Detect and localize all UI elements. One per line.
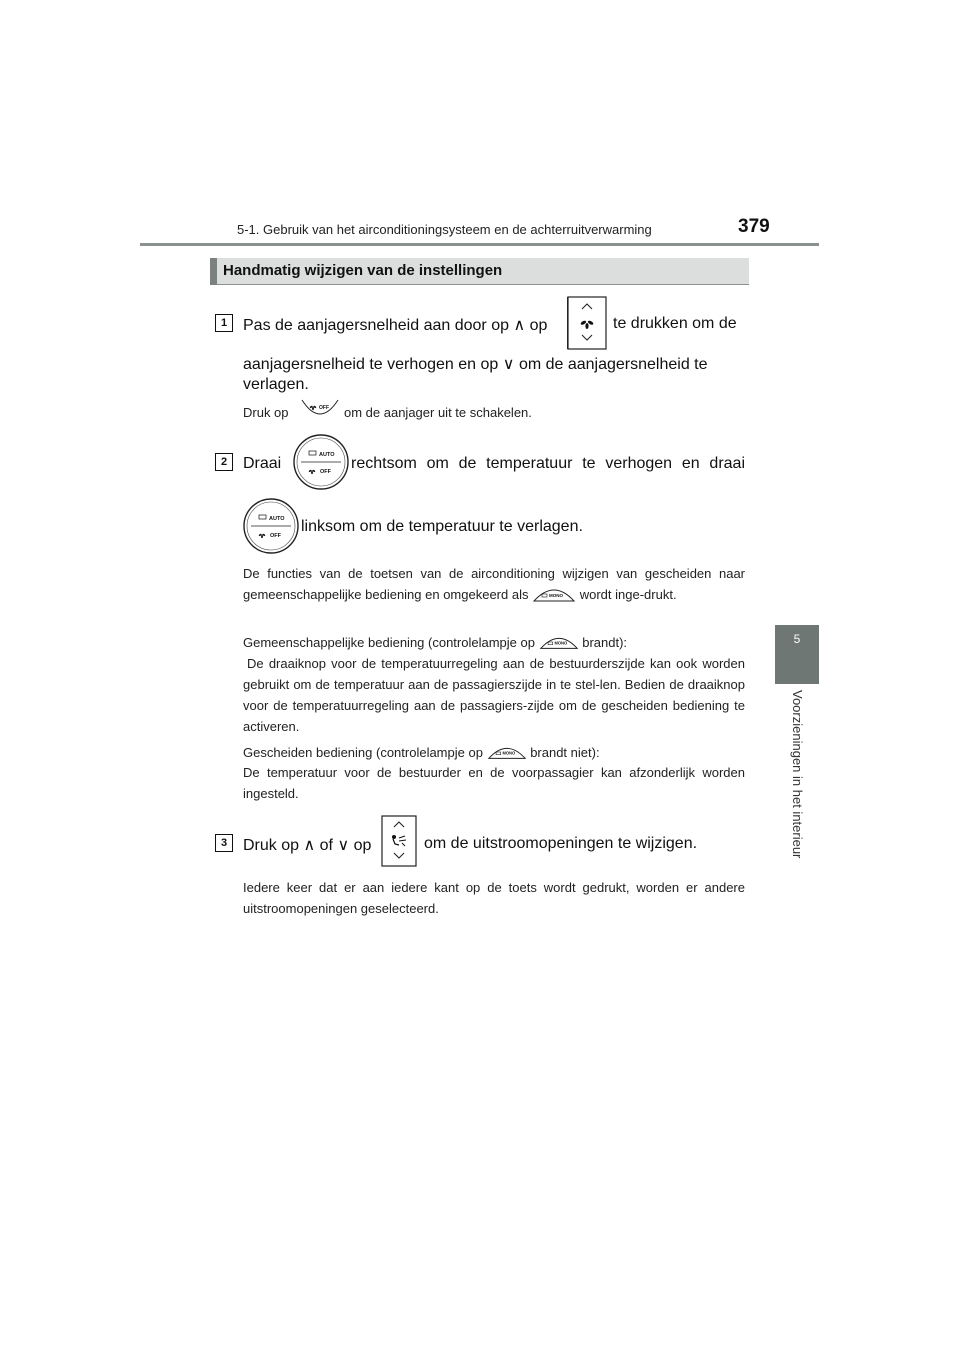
section-title: Handmatig wijzigen van de instellingen [223, 262, 503, 279]
step1-line2-a: aanjagersnelheid te verhogen en op [243, 356, 499, 373]
chapter-tab-number: 5 [793, 632, 801, 646]
step3-line1-b: of [319, 837, 333, 854]
step2-line2: linksom om de temperatuur te verlagen. [301, 518, 583, 535]
step1-line1-a: Pas de aanjagersnelheid aan door op [243, 317, 509, 334]
step1-line2-b: om de aanjagersnelheid te [518, 356, 708, 373]
step2-para2-b: brandt): [582, 635, 628, 650]
step3-line1 [243, 835, 371, 855]
auto-label-1: AUTO [319, 452, 335, 458]
step1-line1-b: op [529, 317, 548, 334]
chapter-heading: 5-1. Gebruik van het airconditioningsysteem en de achterruitverwarming [237, 222, 652, 237]
down-symbol: ∨ [502, 356, 515, 373]
chapter-tab [775, 625, 819, 684]
step-number-3: 3 [215, 834, 233, 852]
step3-line1-d: om de uitstroomopeningen te wijzigen. [424, 835, 698, 852]
fan-off-button-icon [300, 398, 340, 422]
chapter-tab-label: Voorzieningen in het interieur [790, 690, 805, 859]
step2-para2-heading [243, 633, 627, 651]
airflow-mode-button-icon [381, 815, 417, 867]
step3-line1-a: Druk op [243, 837, 300, 854]
mono-button-icon-3 [487, 743, 527, 761]
step2-para3-b: brandt niet): [530, 745, 600, 760]
off-label-3: OFF [270, 533, 281, 539]
step2-line1-a: Draai [243, 455, 282, 472]
step1-note-b: om de aanjager uit te schakelen. [344, 405, 532, 420]
up-symbol-2: ∧ [303, 837, 316, 854]
mono-label-3: MONO [502, 750, 515, 756]
up-symbol: ∧ [513, 317, 526, 334]
step3-line1-c: op [353, 837, 372, 854]
step1-note-a: Druk op [243, 405, 289, 420]
temperature-dial-icon-2 [243, 498, 299, 554]
page-number: 379 [738, 216, 770, 237]
step2-para2-a: Gemeenschappelijke bediening (controlelampje op [243, 635, 535, 650]
mono-label-1: MONO [549, 593, 564, 598]
off-label-1: OFF [319, 405, 329, 411]
mono-label-2: MONO [554, 640, 567, 646]
step2-para2-body: De draaiknop voor de temperatuurregeling aan de bestuurderszijde kan ook worden gebruikt om de temperatuur aan de passagierszijde in te stel-len. Bedien de draaiknop voor de temperatuurregeling aan de passagiers-zijde om de gescheiden bediening te activeren. [243, 656, 745, 734]
section-bar-accent [210, 258, 217, 285]
step2-para3-a: Gescheiden bediening (controlelampje op [243, 745, 483, 760]
step1-line1 [243, 315, 547, 335]
off-label-2: OFF [320, 469, 331, 475]
step3-note: Iedere keer dat er aan iedere kant op de toets wordt gedrukt, worden er andere uitstroomopeningen geselecteerd. [243, 880, 745, 916]
down-symbol-2: ∨ [337, 837, 350, 854]
mono-button-icon-2 [539, 633, 579, 651]
step2-line1-b: rechtsom om de temperatuur te verhogen en draai [351, 455, 745, 472]
auto-label-2: AUTO [269, 516, 285, 522]
step1-line2 [243, 354, 708, 374]
step2-para1-b: wordt inge-drukt. [579, 587, 677, 602]
step1-line3: verlagen. [243, 376, 309, 393]
step-number-1: 1 [215, 314, 233, 332]
step2-para3-heading [243, 743, 600, 761]
fan-updown-button-icon [567, 296, 607, 350]
header-divider [140, 243, 819, 246]
temperature-dial-icon [293, 434, 349, 490]
step-number-2: 2 [215, 453, 233, 471]
step2-para3-body: De temperatuur voor de bestuurder en de voorpassagier kan afzonderlijk worden ingesteld. [243, 765, 745, 801]
step2-para1 [243, 563, 745, 605]
mono-button-icon [532, 585, 576, 603]
step2-para1-a: De functies van de toetsen van de airconditioning wijzigen van gescheiden naar gemeenschappelijke bediening en omgekeerd als [243, 566, 745, 602]
step1-line1-c: te drukken om de [613, 315, 737, 332]
